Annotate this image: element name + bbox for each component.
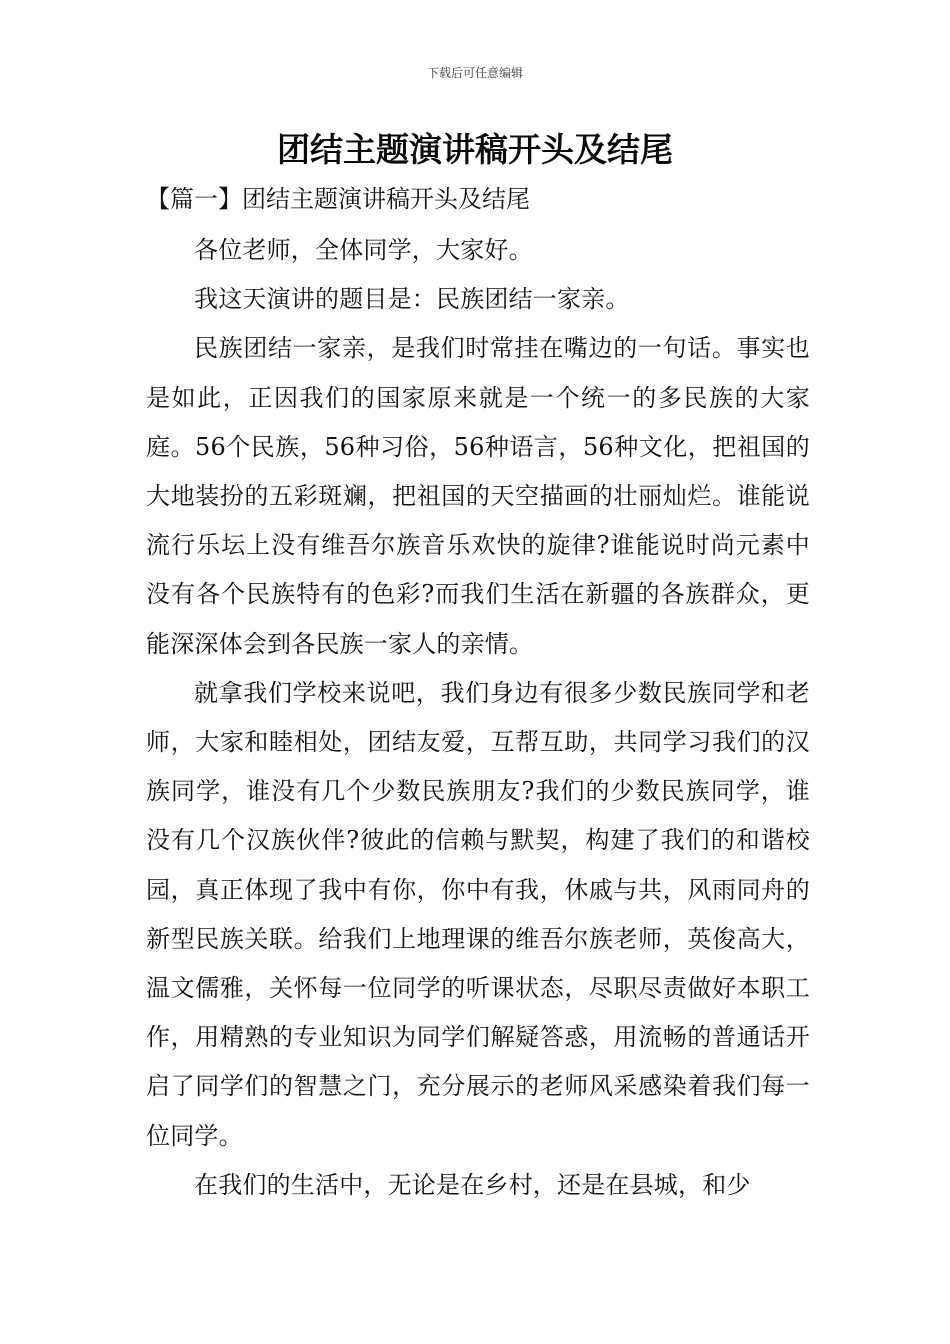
document-title: 团结主题演讲稿开头及结尾 [277,130,673,169]
paragraph-topic: 我这天演讲的题目是：民族团结一家亲。 [194,285,630,314]
paragraph-body-2: 就拿我们学校来说吧，我们身边有很多少数民族同学和老师，大家和睦相处，团结友爱，互帮互助，共同学习我们的汉族同学，谁没有几个少数民族朋友?我们的少数民族同学，谁没有几个汉族伙伴?彼此的信赖与默契，构建了我们的和谐校园，真正体现了我中有你，你中有我，休戚与共，风雨同舟的新型民族关联。给我们上地理课的维吾尔族老师，英俊高大，温文儒雅，关怀每一位同学的听课状态，尽职尽责做好本职工作，用精熟的专业知识为同学们解疑答惑，用流畅的普通话开启了同学们的智慧之门，充分展示的老师风采感染着我们每一位同学。 [146,678,810,1150]
header-note: 下载后可任意编辑 [426,66,523,80]
paragraph-greeting: 各位老师，全体同学，大家好。 [194,236,533,264]
body-text [146,226,810,1210]
section-heading: 【篇一】团结主题演讲稿开头及结尾 [146,185,530,213]
paragraph-body-3: 在我们的生活中，无论是在乡村，还是在县城，和少 [194,1170,751,1199]
paragraph-body-1: 民族团结一家亲，是我们时常挂在嘴边的一句话。事实也是如此，正因我们的国家原来就是一个统一的多民族的大家庭。56个民族，56种习俗，56种语言，56种文化，把祖国的大地装扮的五彩斑斓，把祖国的天空描画的壮丽灿烂。谁能说流行乐坛上没有维吾尔族音乐欢快的旋律?谁能说时尚元素中没有各个民族特有的色彩?而我们生活在新疆的各族群众，更能深深体会到各民族一家人的亲情。 [146,334,810,658]
